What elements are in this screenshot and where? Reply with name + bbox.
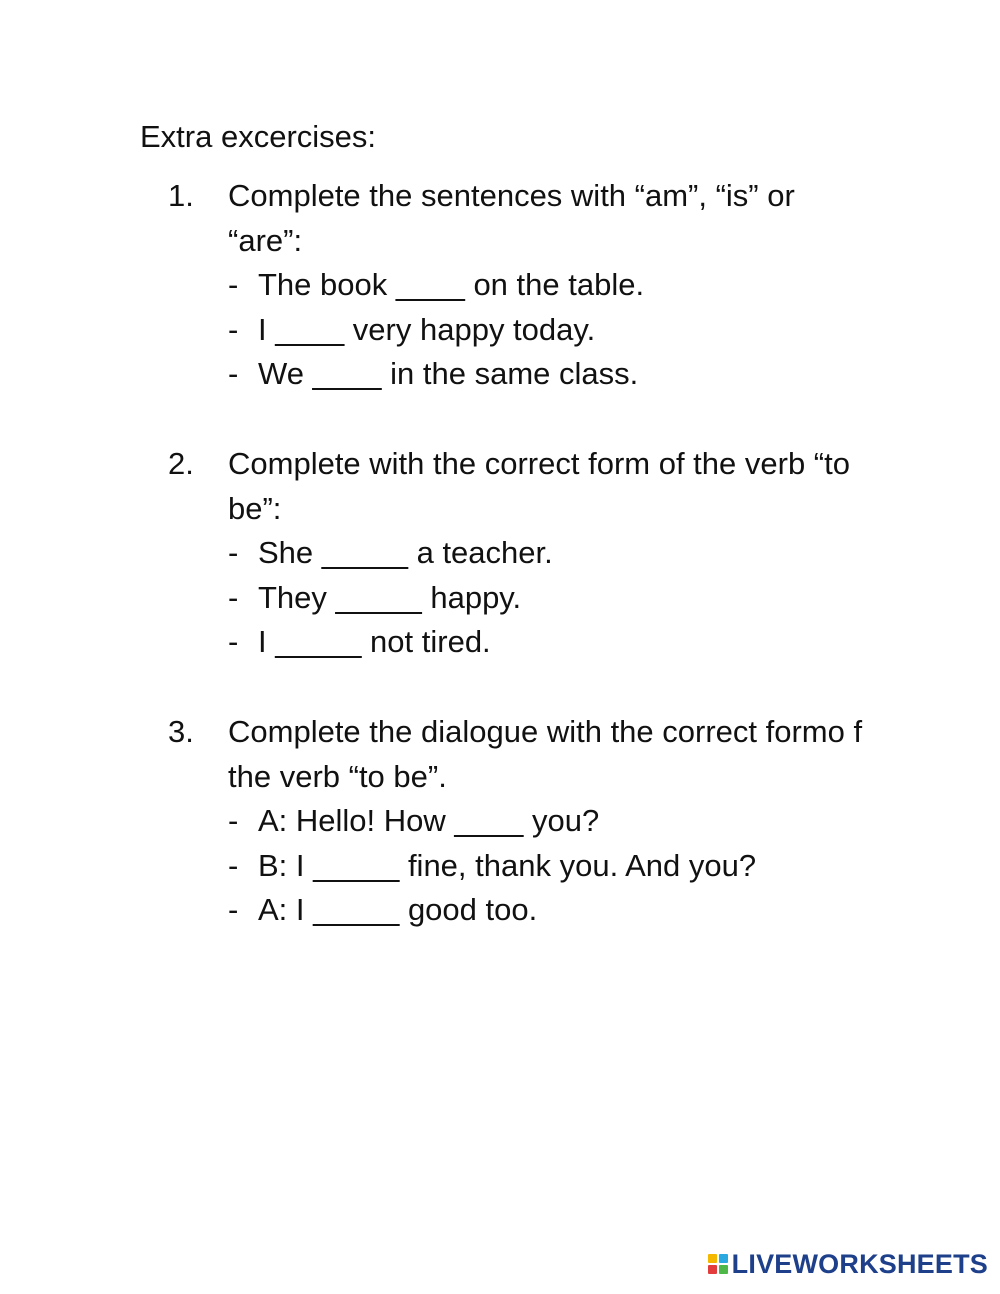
exercise-items [228, 799, 868, 933]
exercise-item-text: A: I _____ good too. [258, 892, 538, 927]
exercise-item-text: I ____ very happy today. [258, 311, 596, 347]
exercise-item-text: A: Hello! How ____ you? [258, 803, 600, 838]
exercise-item-text: I _____ not tired. [258, 624, 491, 659]
exercise-number: 3. [168, 714, 194, 749]
exercise-item [228, 799, 868, 844]
exercise-item [228, 888, 868, 933]
bullet-dash: - [228, 803, 239, 838]
logo-square-icon [708, 1254, 717, 1263]
bullet-dash: - [228, 847, 239, 883]
logo-square-icon [719, 1254, 728, 1263]
bullet-dash: - [228, 624, 239, 659]
exercise-instruction: Complete the sentences with “am”, “is” or “are”: [228, 178, 795, 258]
exercise-number: 1. [168, 178, 194, 213]
logo-mark-icon [708, 1254, 728, 1274]
logo-square-icon [708, 1265, 717, 1274]
exercise-item-text: They _____ happy. [258, 579, 522, 615]
exercise-items [228, 531, 868, 665]
exercise-items [228, 263, 868, 397]
exercise-item [228, 576, 868, 621]
exercise-body [228, 174, 868, 397]
exercise-instruction: Complete with the correct form of the verb “to be”: [228, 446, 850, 526]
bullet-dash: - [228, 356, 239, 391]
logo-square-icon [719, 1265, 728, 1274]
exercise-item [228, 531, 868, 576]
exercise-item-text: She _____ a teacher. [258, 535, 553, 570]
bullet-dash: - [228, 892, 239, 927]
bullet-dash: - [228, 311, 239, 347]
exercise-item [228, 620, 868, 665]
exercise-item-text: The book ____ on the table. [258, 267, 645, 302]
exercise-instruction: Complete the dialogue with the correct formo f the verb “to be”. [228, 714, 863, 794]
exercise-body [228, 442, 868, 665]
exercise-item-text: We ____ in the same class. [258, 356, 639, 391]
exercise-number: 2. [168, 446, 194, 481]
bullet-dash: - [228, 579, 239, 615]
page-heading: Extra excercises: [140, 119, 377, 154]
exercise-item [228, 844, 868, 889]
bullet-dash: - [228, 267, 239, 302]
brand-name: LIVEWORKSHEETS [731, 1249, 988, 1279]
exercise-item-text: B: I _____ fine, thank you. And you? [258, 847, 757, 883]
exercise-body [228, 710, 868, 933]
exercise-item [228, 263, 868, 308]
brand-logo[interactable] [708, 1250, 988, 1278]
exercise-item [228, 352, 868, 397]
bullet-dash: - [228, 535, 239, 570]
exercise-item [228, 308, 868, 353]
